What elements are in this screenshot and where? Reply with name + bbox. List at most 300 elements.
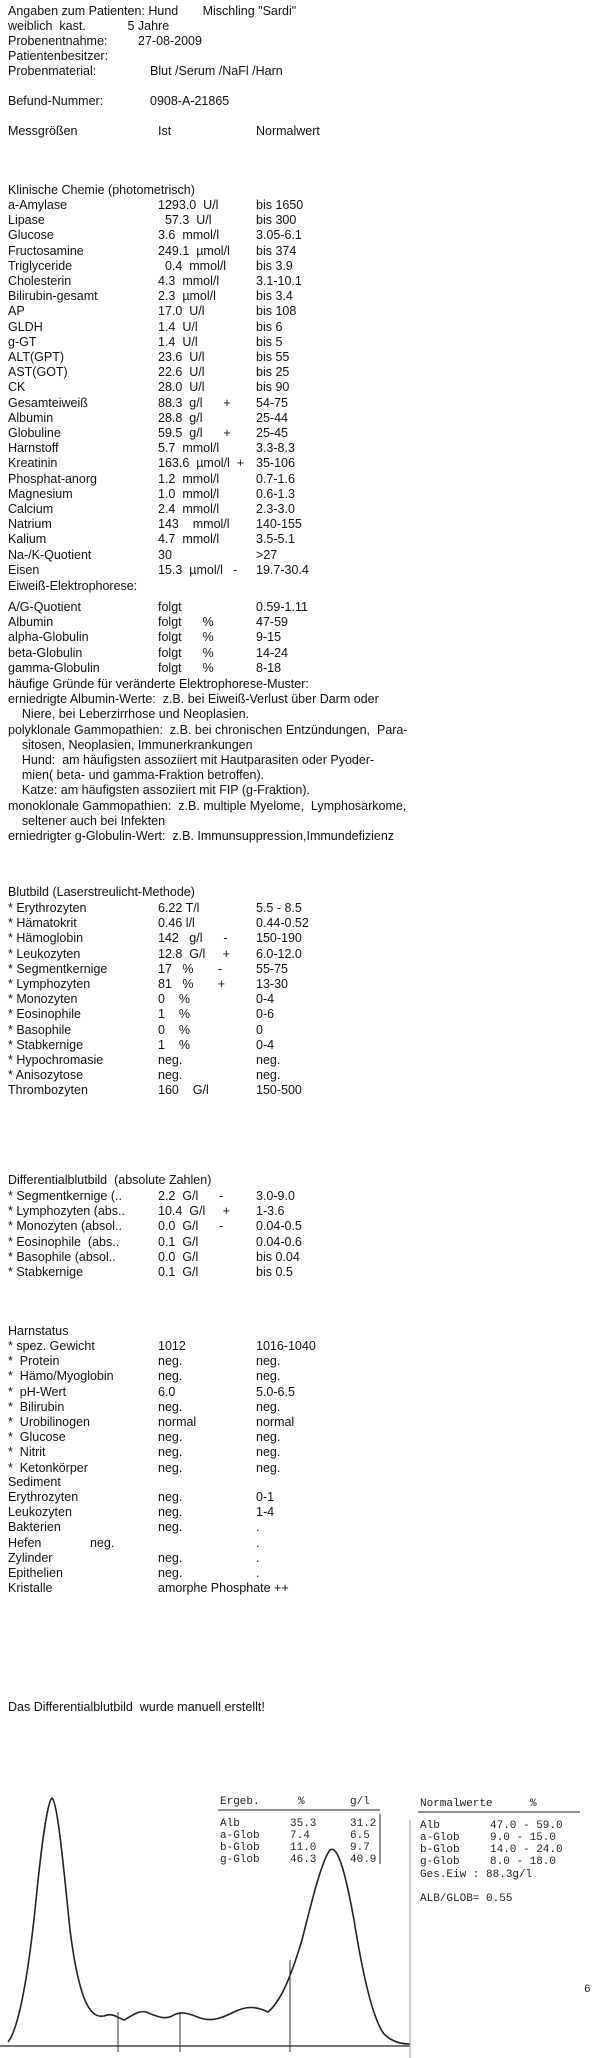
col-ist: Ist: [158, 124, 172, 138]
chemie-cell-c3: 3.1-10.1: [256, 274, 302, 288]
eiweiss-note-line: seltener auch bei Infekten: [8, 813, 166, 828]
chemie-cell-c2: 0.4 mmol/l: [158, 258, 227, 273]
sediment-cell-c3: .: [256, 1535, 260, 1550]
blutbild-row: [8, 901, 528, 915]
blutbild-cell-c1: * Hypochromasie: [8, 1053, 104, 1067]
sediment-cell-c2: neg.: [158, 1490, 183, 1504]
scan-header-gl: g/l: [350, 1796, 370, 1808]
chemie-row: [8, 487, 528, 501]
chemie-cell-c3: 3.05-6.1: [256, 228, 302, 243]
chemie-row: [8, 335, 528, 349]
harn-row: [8, 1369, 528, 1383]
blutbild-cell-c2: 1 %: [158, 1037, 190, 1052]
scan-result-cell: Alb: [220, 1818, 240, 1830]
blutbild-row: [8, 1038, 528, 1052]
blutbild-cell-c2: 0.46 l/l: [158, 916, 195, 931]
chemie-cell-c2: 5.7 mmol/l: [158, 441, 220, 456]
scan-result-cell: 31.2: [350, 1818, 377, 1830]
differential-cell-c2: 0.1 G/l: [158, 1234, 199, 1249]
chemie-cell-c2: 30: [158, 547, 172, 562]
harn-row: [8, 1430, 528, 1444]
sediment-row: [8, 1505, 528, 1519]
material-label: Probenmaterial:: [8, 64, 97, 78]
chemie-row: [8, 532, 528, 546]
scan-ges-eiw: Ges.Eiw : 88.3g/l: [420, 1869, 533, 1881]
scan-alb-glob: ALB/GLOB= 0.55: [420, 1893, 513, 1905]
blutbild-row: [8, 962, 528, 976]
scan-header-ergeb: Ergeb.: [220, 1796, 260, 1808]
differential-cell-c3: 1-3.6: [256, 1204, 285, 1219]
harn-cell-c2: normal: [158, 1415, 197, 1429]
differential-cell-c3: bis 0.5: [256, 1265, 293, 1279]
chemie-cell-c2: 59.5 g/l +: [158, 426, 231, 440]
chemie-cell-c3: bis 108: [256, 304, 297, 319]
chemie-cell-c2: 4.3 mmol/l: [158, 274, 220, 288]
sediment-row: [8, 1536, 528, 1550]
chemie-cell-c3: 35-106: [256, 456, 295, 471]
differential-cell-c1: * Basophile (absol..: [8, 1249, 116, 1264]
differential-cell-c2: 2.2 G/l -: [158, 1189, 224, 1203]
chemie-cell-c2: 2.3 µmol/l: [158, 289, 216, 304]
eiweiss-row: [8, 646, 528, 660]
scan-result-cell: 11.0: [290, 1842, 317, 1854]
chemie-cell-c1: Kreatinin: [8, 456, 58, 471]
harn-cell-c1: * spez. Gewicht: [8, 1339, 95, 1353]
blutbild-cell-c2: 0 %: [158, 1022, 190, 1037]
chemie-cell-c3: 0.6-1.3: [256, 486, 295, 501]
harn-cell-c2: 6.0: [158, 1384, 176, 1399]
harn-row: [8, 1415, 528, 1429]
scan-result-cell: b-Glob: [220, 1842, 260, 1854]
chemie-cell-c1: AST(GOT): [8, 365, 68, 380]
blutbild-cell-c3: 5.5 - 8.5: [256, 901, 302, 915]
chemie-cell-c1: Calcium: [8, 502, 54, 516]
blutbild-row: [8, 1023, 528, 1037]
harn-cell-c1: * Urobilinogen: [8, 1415, 90, 1429]
chemie-cell-c1: ALT(GPT): [8, 350, 65, 364]
chemie-cell-c3: bis 6: [256, 319, 283, 334]
blutbild-row: [8, 1007, 528, 1021]
scan-result-cell: 46.3: [290, 1854, 317, 1866]
harn-row: [8, 1400, 528, 1414]
scan-normal-cell: 9.0 - 15.0: [490, 1832, 557, 1844]
harn-cell-c2: neg.: [158, 1399, 183, 1414]
harn-cell-c3: neg.: [256, 1399, 281, 1414]
chemie-row: [8, 441, 528, 455]
scan-normal-cell: 47.0 - 59.0: [490, 1820, 563, 1832]
harn-cell-c3: neg.: [256, 1430, 281, 1445]
blutbild-cell-c3: 0-6: [256, 1007, 275, 1022]
eiweiss-note-line: Katze: am häufigsten assoziiert mit FIP (g-Fraktion).: [8, 783, 310, 798]
chemie-cell-c1: Na-/K-Quotient: [8, 547, 92, 562]
sediment-title: Sediment: [8, 1475, 61, 1489]
chemie-row: [8, 380, 528, 394]
blutbild-cell-c2: 6.22 T/l: [158, 901, 200, 915]
differential-row: [8, 1235, 528, 1249]
sediment-cell-c1: Leukozyten: [8, 1505, 72, 1520]
harn-cell-c2: neg.: [158, 1369, 183, 1384]
scan-result-cell: 40.9: [350, 1854, 377, 1866]
blutbild-cell-c2: 1 %: [158, 1007, 190, 1022]
eiweiss-cell-c2: folgt %: [158, 660, 214, 675]
eiweiss-note-line: häufige Gründe für veränderte Elektrophorese-Muster:: [8, 677, 309, 691]
blutbild-row: [8, 992, 528, 1006]
eiweiss-row: [8, 630, 528, 644]
blutbild-cell-c2: neg.: [158, 1068, 183, 1083]
chemie-row: [8, 517, 528, 531]
chemie-cell-c2: 3.6 mmol/l: [158, 228, 220, 243]
sediment-cell-c1: Erythrozyten: [8, 1490, 79, 1504]
probe-label: Probenentnahme:: [8, 34, 108, 48]
sediment-cell-c2: neg.: [158, 1520, 183, 1535]
chemie-cell-c1: Albumin: [8, 410, 54, 425]
sediment-cell-c1: Zylinder: [8, 1550, 53, 1565]
differential-cell-c1: * Stabkernige: [8, 1265, 84, 1279]
chemie-cell-c3: 54-75: [256, 395, 288, 410]
blutbild-cell-c1: * Basophile: [8, 1022, 72, 1037]
chemie-cell-c3: bis 5: [256, 334, 283, 349]
sediment-cell-c1: Kristalle: [8, 1581, 53, 1596]
chemie-row: [8, 396, 528, 410]
sediment-cell-c1: Bakterien: [8, 1520, 61, 1535]
eiweiss-cell-c3: 0.59-1.11: [256, 600, 308, 614]
blutbild-cell-c2: 0 %: [158, 992, 190, 1007]
chemie-cell-c1: GLDH: [8, 319, 43, 334]
scan-normal-cell: b-Glob: [420, 1844, 460, 1856]
differential-cell-c3: 0.04-0.6: [256, 1234, 302, 1249]
eiweiss-cell-c1: Albumin: [8, 615, 54, 630]
harn-cell-c2: neg.: [158, 1445, 183, 1460]
eiweiss-note-line: Niere, bei Leberzirrhose und Neoplasien.: [8, 707, 250, 722]
chemie-row: [8, 304, 528, 318]
chemie-row: [8, 289, 528, 303]
blutbild-cell-c3: 13-30: [256, 977, 288, 991]
scan-normal-cell: 8.0 - 18.0: [490, 1856, 557, 1868]
sediment-cell-c2: neg.: [158, 1550, 183, 1565]
blutbild-cell-c3: neg.: [256, 1068, 281, 1083]
chemie-row: [8, 548, 528, 562]
chemie-cell-c3: >27: [256, 547, 278, 562]
blutbild-cell-c3: 0-4: [256, 992, 275, 1007]
differential-cell-c1: * Lymphozyten (abs..: [8, 1204, 125, 1219]
scan-header-pct: %: [298, 1796, 305, 1808]
eiweiss-note-line: monoklonale Gammopathien: z.B. multiple Myelome, Lymphosarkome,: [8, 798, 407, 813]
chemie-cell-c3: 2.3-3.0: [256, 502, 295, 516]
chemie-cell-c2: 28.8 g/l: [158, 410, 203, 425]
blutbild-cell-c2: 81 % +: [158, 977, 226, 991]
chemie-cell-c1: Gesamteiweiß: [8, 395, 88, 410]
chemie-cell-c2: 1.4 U/l: [158, 319, 198, 334]
blutbild-row: [8, 947, 528, 961]
chemie-cell-c2: 1.4 U/l: [158, 334, 198, 349]
chemie-cell-c1: Cholesterin: [8, 274, 72, 288]
sediment-cell-c3: .: [256, 1520, 260, 1535]
chemie-cell-c3: 19.7-30.4: [256, 562, 309, 577]
chemie-cell-c2: 4.7 mmol/l: [158, 532, 220, 547]
harn-row: [8, 1354, 528, 1368]
chemie-cell-c1: Lipase: [8, 213, 45, 228]
scan-result-cell: 6.5: [350, 1830, 370, 1842]
blutbild-cell-c3: 55-75: [256, 961, 288, 976]
owner-label: Patientenbesitzer:: [8, 49, 109, 63]
blutbild-row: [8, 977, 528, 991]
eiweiss-cell-c3: 8-18: [256, 660, 282, 675]
sediment-cell-c1: Epithelien: [8, 1566, 63, 1580]
eiweiss-note-line: Hund: am häufigsten assoziiert mit Hautparasiten oder Pyoder-: [8, 753, 375, 767]
harn-cell-c3: neg.: [256, 1445, 281, 1460]
chemie-cell-c3: 25-44: [256, 410, 288, 425]
chemie-cell-c2: 57.3 U/l: [158, 213, 212, 228]
eiweiss-cell-c2: folgt %: [158, 645, 214, 660]
differential-cell-c1: * Eosinophile (abs..: [8, 1234, 120, 1249]
differential-cell-c2: 0.0 G/l: [158, 1249, 199, 1264]
chemie-row: [8, 213, 528, 227]
chemie-cell-c2: 2.4 mmol/l: [158, 502, 220, 516]
befund-number: 0908-A-21865: [150, 94, 230, 108]
blutbild-cell-c1: * Monozyten: [8, 992, 78, 1007]
chemie-cell-c2: 143 mmol/l: [158, 517, 230, 532]
harn-row: [8, 1461, 528, 1475]
eiweiss-row: [8, 661, 528, 675]
sediment-cell-c3: 1-4: [256, 1505, 275, 1520]
eiweiss-cell-c2: folgt %: [158, 630, 214, 645]
scan-result-cell: 9.7: [350, 1842, 370, 1854]
differential-cell-c1: * Monozyten (absol..: [8, 1219, 122, 1234]
chemie-cell-c1: Fructosamine: [8, 243, 84, 258]
chemie-cell-c2: 28.0 U/l: [158, 380, 205, 395]
chemie-row: [8, 456, 528, 470]
chemie-row: [8, 259, 528, 273]
chemie-cell-c1: Triglyceride: [8, 258, 73, 273]
scan-result-cell: 7.4: [290, 1830, 310, 1842]
chemie-cell-c2: 15.3 µmol/l -: [158, 562, 238, 577]
harn-cell-c1: * Bilirubin: [8, 1399, 65, 1414]
differential-row: [8, 1265, 528, 1279]
eiweiss-cell-c3: 9-15: [256, 630, 282, 645]
chemie-cell-c1: Magnesium: [8, 486, 73, 501]
blutbild-cell-c3: neg.: [256, 1053, 281, 1067]
probe-row: [8, 34, 508, 48]
sediment-row: [8, 1520, 528, 1534]
chemie-row: [8, 472, 528, 486]
harn-cell-c2: 1012: [158, 1339, 186, 1353]
eiweiss-note-line: erniedrigte Albumin-Werte: z.B. bei Eiweiß-Verlust über Darm oder: [8, 692, 379, 707]
differential-row: [8, 1189, 528, 1203]
chemie-cell-c1: Kalium: [8, 532, 47, 547]
blutbild-cell-c1: Thrombozyten: [8, 1083, 88, 1098]
differential-row: [8, 1250, 528, 1264]
chemie-cell-c3: 3.5-5.1: [256, 532, 295, 547]
eiweiss-cell-c1: gamma-Globulin: [8, 660, 100, 675]
differential-cell-c2: 10.4 G/l +: [158, 1204, 230, 1219]
chemie-cell-c3: bis 55: [256, 350, 290, 364]
eiweiss-note-line: sitosen, Neoplasien, Immunerkrankungen: [8, 737, 253, 752]
chemie-cell-c1: Glucose: [8, 228, 54, 243]
scan-normal-header: Normalwerte: [420, 1798, 493, 1810]
chemie-cell-c3: 140-155: [256, 517, 302, 532]
chemie-cell-c1: Natrium: [8, 517, 52, 532]
material-value: Blut /Serum /NaFl /Harn: [150, 64, 283, 78]
chemie-row: [8, 426, 528, 440]
probe-date: 27-08-2009: [138, 34, 202, 48]
blutbild-cell-c2: 160 G/l: [158, 1083, 209, 1098]
harn-cell-c1: * Glucose: [8, 1430, 66, 1445]
blutbild-row: [8, 1053, 528, 1067]
electrophoresis-scan: [0, 1780, 596, 2058]
harn-cell-c3: 1016-1040: [256, 1339, 316, 1353]
blutbild-row: [8, 931, 528, 945]
blutbild-cell-c2: 142 g/l -: [158, 931, 228, 946]
harn-cell-c1: * pH-Wert: [8, 1384, 67, 1399]
chemie-cell-c2: 88.3 g/l +: [158, 395, 231, 410]
differential-cell-c2: 0.1 G/l: [158, 1265, 199, 1279]
chemie-cell-c1: Bilirubin-gesamt: [8, 289, 98, 304]
chemie-cell-c1: g-GT: [8, 334, 37, 349]
column-headers: [8, 124, 508, 138]
blutbild-title: Blutbild (Laserstreulicht-Methode): [8, 885, 195, 899]
chemie-cell-c3: bis 25: [256, 365, 290, 380]
harn-title: Harnstatus: [8, 1324, 69, 1338]
chemie-row: [8, 198, 528, 212]
differential-cell-c3: 3.0-9.0: [256, 1189, 295, 1203]
harn-cell-c3: normal: [256, 1415, 295, 1429]
chemie-cell-c2: 17.0 U/l: [158, 304, 205, 319]
blutbild-cell-c2: neg.: [158, 1053, 183, 1067]
harn-cell-c1: * Protein: [8, 1354, 60, 1369]
blutbild-cell-c2: 17 % -: [158, 961, 222, 976]
harn-cell-c3: neg.: [256, 1369, 281, 1384]
chemie-cell-c2: 1.2 mmol/l: [158, 471, 220, 486]
sediment-cell-c1: Hefen neg.: [8, 1535, 115, 1550]
harn-cell-c2: neg.: [158, 1430, 183, 1445]
harn-cell-c1: * Hämo/Myoglobin: [8, 1369, 114, 1384]
eiweiss-row: [8, 615, 528, 629]
chemie-cell-c2: 249.1 µmol/l: [158, 243, 230, 258]
harn-cell-c1: * Ketonkörper: [8, 1460, 88, 1475]
chemie-title: Klinische Chemie (photometrisch): [8, 183, 195, 197]
chemie-row: [8, 228, 528, 242]
eiweiss-note-line: mien( beta- und gamma-Fraktion betroffen).: [8, 768, 265, 783]
sediment-cell-c2: neg.: [158, 1566, 183, 1580]
chemie-cell-c2: 23.6 U/l: [158, 350, 205, 364]
eiweiss-note-line: erniedrigter g-Globulin-Wert: z.B. Immunsuppression,Immundefizienz: [8, 829, 395, 843]
chemie-cell-c3: bis 90: [256, 380, 290, 395]
blutbild-cell-c1: * Segmentkernige: [8, 961, 108, 976]
eiweiss-note-line: polyklonale Gammopathien: z.B. bei chronischen Entzündungen, Para-: [8, 722, 408, 737]
chemie-cell-c3: bis 3.9: [256, 258, 293, 273]
blutbild-cell-c1: * Hämatokrit: [8, 916, 77, 931]
differential-cell-c2: 0.0 G/l -: [158, 1219, 224, 1234]
chemie-cell-c3: bis 300: [256, 213, 297, 228]
harn-cell-c2: neg.: [158, 1460, 183, 1475]
material-row: [8, 64, 508, 78]
chemie-row: [8, 411, 528, 425]
sediment-cell-c3: .: [256, 1550, 260, 1565]
blutbild-cell-c1: * Hämoglobin: [8, 931, 84, 946]
sediment-row: [8, 1581, 528, 1595]
chemie-cell-c1: AP: [8, 304, 25, 319]
eiweiss-cell-c3: 14-24: [256, 645, 288, 660]
harn-cell-c2: neg.: [158, 1354, 183, 1369]
harn-row: [8, 1339, 528, 1353]
chemie-row: [8, 365, 528, 379]
chemie-cell-c3: 25-45: [256, 426, 288, 440]
blutbild-row: [8, 1068, 528, 1082]
blutbild-cell-c3: 6.0-12.0: [256, 946, 302, 961]
harn-cell-c1: * Nitrit: [8, 1445, 46, 1460]
befund-row: [8, 94, 508, 108]
blutbild-cell-c3: 0: [256, 1022, 263, 1037]
chemie-cell-c1: CK: [8, 380, 26, 395]
sediment-cell-c3: 0-1: [256, 1490, 275, 1504]
chemie-row: [8, 244, 528, 258]
blutbild-cell-c3: 0-4: [256, 1037, 275, 1052]
scan-result-cell: g-Glob: [220, 1854, 260, 1866]
harn-row: [8, 1385, 528, 1399]
sex-age-line: weiblich kast. 5 Jahre: [8, 19, 170, 33]
differential-cell-c1: * Segmentkernige (..: [8, 1189, 122, 1203]
chemie-cell-c1: a-Amylase: [8, 198, 68, 212]
harn-cell-c3: neg.: [256, 1354, 281, 1369]
eiweiss-cell-c1: A/G-Quotient: [8, 600, 81, 614]
chemie-cell-c3: bis 1650: [256, 198, 304, 212]
blutbild-cell-c3: 0.44-0.52: [256, 916, 309, 931]
eiweiss-cell-c1: alpha-Globulin: [8, 630, 89, 645]
chemie-cell-c2: 1293.0 U/l: [158, 198, 219, 212]
chemie-cell-c1: Harnstoff: [8, 441, 59, 456]
scan-normal-cell: 14.0 - 24.0: [490, 1844, 563, 1856]
chemie-cell-c3: bis 374: [256, 243, 297, 258]
scan-result-cell: a-Glob: [220, 1830, 260, 1842]
sediment-cell-c2: neg.: [158, 1505, 183, 1520]
sediment-row: [8, 1490, 528, 1504]
harn-cell-c3: 5.0-6.5: [256, 1384, 295, 1399]
blutbild-cell-c1: * Stabkernige: [8, 1037, 84, 1052]
chemie-cell-c2: 163.6 µmol/l +: [158, 456, 245, 471]
chemie-cell-c1: Phosphat-anorg: [8, 471, 97, 486]
blutbild-cell-c3: 150-190: [256, 931, 302, 946]
differential-cell-c3: bis 0.04: [256, 1249, 300, 1264]
eiweiss-title: Eiweiß-Elektrophorese:: [8, 579, 138, 593]
blutbild-cell-c3: 150-500: [256, 1083, 302, 1098]
eiweiss-cell-c2: folgt %: [158, 615, 214, 630]
eiweiss-row: [8, 600, 528, 614]
patient-line: Angaben zum Patienten: Hund Mischling "Sardi": [8, 4, 297, 18]
eiweiss-cell-c1: beta-Globulin: [8, 645, 83, 660]
scan-normal-pct: %: [530, 1798, 537, 1810]
differential-title: Differentialblutbild (absolute Zahlen): [8, 1173, 212, 1187]
scan-corner-mark: 6: [584, 1984, 591, 1996]
chemie-row: [8, 502, 528, 516]
blutbild-cell-c1: * Anisozytose: [8, 1068, 84, 1083]
blutbild-cell-c1: * Erythrozyten: [8, 901, 87, 915]
eiweiss-cell-c3: 47-59: [256, 615, 288, 630]
chemie-cell-c3: bis 3.4: [256, 289, 293, 304]
chemie-row: [8, 320, 528, 334]
eiweiss-cell-c2: folgt: [158, 600, 182, 614]
col-normalwert: Normalwert: [256, 124, 320, 138]
blutbild-cell-c2: 12.8 G/l +: [158, 946, 230, 961]
blutbild-cell-c1: * Eosinophile: [8, 1007, 81, 1022]
scan-normal-cell: g-Glob: [420, 1856, 460, 1868]
blutbild-row: [8, 916, 528, 930]
chemie-cell-c1: Eisen: [8, 562, 40, 577]
chemie-row: [8, 563, 528, 577]
col-messgroessen: Messgrößen: [8, 124, 78, 138]
scan-normal-cell: a-Glob: [420, 1832, 460, 1844]
sediment-row: [8, 1566, 528, 1580]
chemie-cell-c3: 3.3-8.3: [256, 441, 295, 456]
